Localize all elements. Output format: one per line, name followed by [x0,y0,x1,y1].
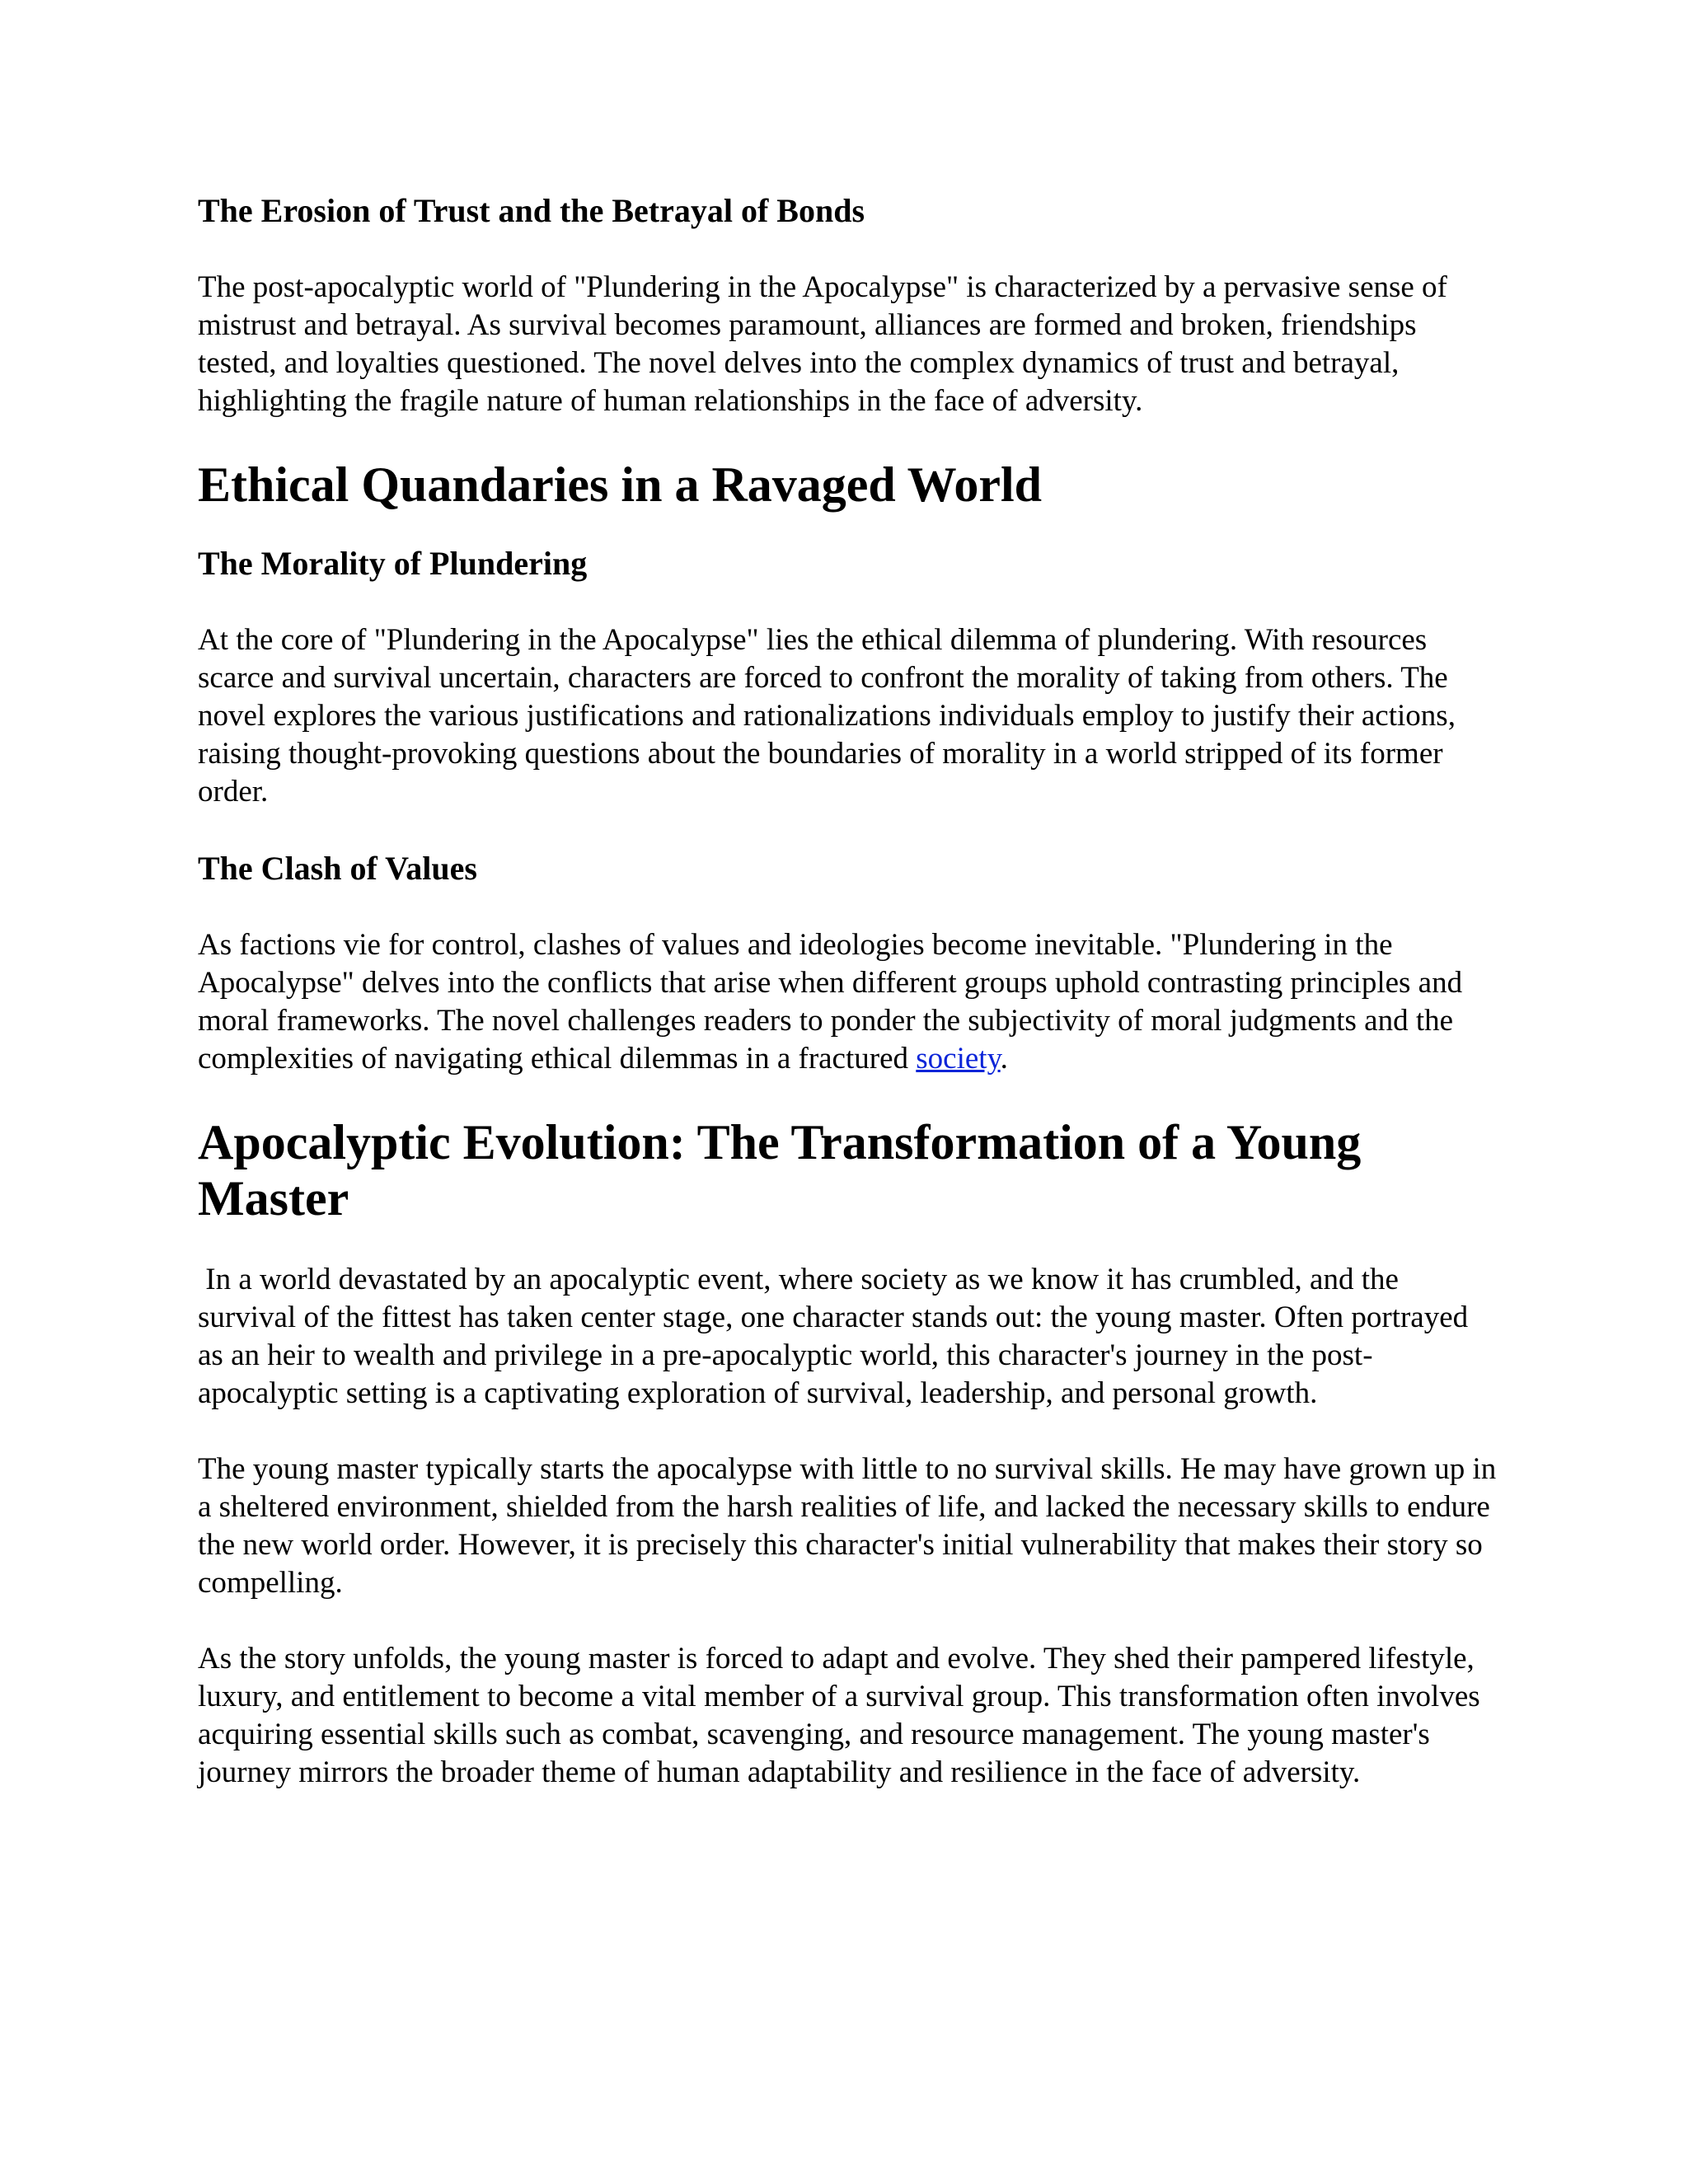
society-link[interactable]: society [916,1042,1001,1076]
paragraph-evolution-3: As the story unfolds, the young master is forced to adapt and evolve. They shed their pampered lifestyle, luxury, and entitlement to become a vital member of a survival group. This transformation often involves acquiring essential skills such as combat, scavenging, and resource management. The young master's journey mirrors the broader theme of human adaptability and resilience in the face of adversity. [198,1642,1480,1789]
section-heading-erosion: The Erosion of Trust and the Betrayal of Bonds [198,192,865,229]
subheading-clash: The Clash of Values [198,850,477,887]
subheading-morality: The Morality of Plundering [198,545,588,582]
document-page [198,190,1500,1792]
paragraph-evolution-1: In a world devastated by an apocalyptic event, where society as we know it has crumbled, and the survival of the fittest has taken center stage, one character stands out: the young master. Often portrayed as an heir to wealth and privilege in a pre-apocalyptic world, this character's journey in the post-apocalyptic setting is a captivating exploration of survival, leadership, and personal growth. [198,1263,1476,1410]
paragraph-evolution-2: The young master typically starts the apocalypse with little to no survival skills. He may have grown up in a sheltered environment, shielded from the harsh realities of life, and lacked the necessary skills to endure the new world order. However, it is precisely this character's initial vulnerability that makes their story so compelling. [198,1452,1497,1600]
section-heading-evolution: Apocalyptic Evolution: The Transformation of a Young Master [198,1115,1362,1226]
paragraph-clash [198,926,1500,1078]
paragraph-erosion: The post-apocalyptic world of "Plundering in the Apocalypse" is characterized by a pervasive sense of mistrust and betrayal. As survival becomes paramount, alliances are formed and broken, friendships tested, and loyalties questioned. The novel delves into the complex dynamics of trust and betrayal, highlighting the fragile nature of human relationships in the face of adversity. [198,270,1447,418]
section-heading-ethical: Ethical Quandaries in a Ravaged World [198,457,1043,512]
paragraph-clash-end: . [1000,1042,1008,1076]
paragraph-morality: At the core of "Plundering in the Apocalypse" lies the ethical dilemma of plundering. With resources scarce and survival uncertain, characters are forced to confront the morality of taking from others. The novel explores the various justifications and rationalizations individuals employ to justify their actions, raising thought-provoking questions about the boundaries of morality in a world stripped of its former order. [198,623,1456,808]
paragraph-clash-text: As factions vie for control, clashes of values and ideologies become inevitable. "Plundering in the Apocalypse" delves into the conflicts that arise when different groups uphold contrasting principles and moral frameworks. The novel challenges readers to ponder the subjectivity of moral judgments and the complexities of navigating ethical dilemmas in a fractured [198,928,1463,1076]
